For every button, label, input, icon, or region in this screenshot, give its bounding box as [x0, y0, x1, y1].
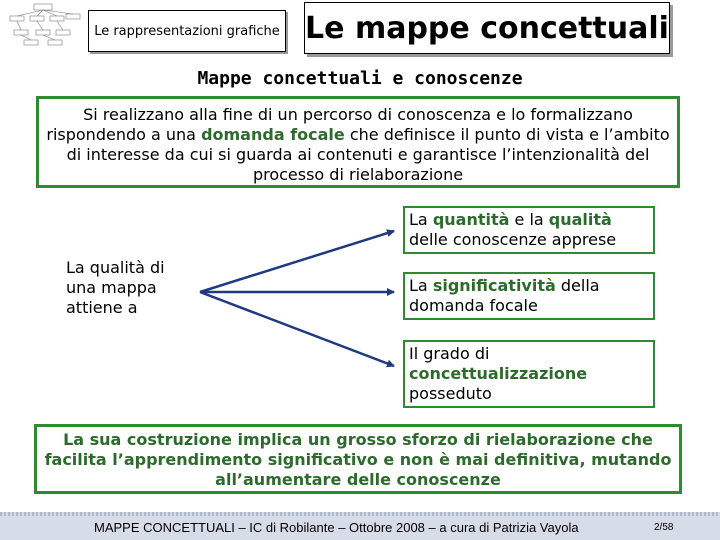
- section-tag-text: Le rappresentazioni grafiche: [94, 23, 280, 39]
- factor-2-post: della domanda focale: [409, 276, 600, 315]
- factor-box-3: [403, 340, 655, 408]
- definition-text-1: Si realizzano alla fine di un percorso di conoscenza e lo formalizzano rispondendo a una: [46, 105, 633, 144]
- footer-strip: [0, 512, 720, 516]
- definition-box: [36, 96, 680, 188]
- factor-box-1: [403, 206, 655, 254]
- footer-text: MAPPE CONCETTUALI – IC di Robilante – Ottobre 2008 – a cura di Patrizia Vayola: [94, 520, 579, 535]
- factor-3-highlight: concettualizzazione: [409, 364, 588, 383]
- factor-box-2: [403, 272, 655, 320]
- definition-highlight: domanda focale: [201, 125, 345, 144]
- factor-3-pre: Il grado di: [409, 344, 490, 363]
- factor-2-highlight: significatività: [432, 276, 556, 295]
- footer-bar: [0, 512, 720, 540]
- slide-subtitle: Mappe concettuali e conoscenze: [197, 68, 523, 89]
- factor-3-post: posseduto: [409, 384, 492, 403]
- arrow-to-factor-1: [200, 231, 394, 292]
- slide-title-box: [304, 2, 670, 54]
- conclusion-text: La sua costruzione implica un grosso sforzo di rielaborazione che facilita l’apprendimento significativo e non è mai definitiva, mutando all’aumentare delle conoscenze: [44, 430, 672, 489]
- section-tag: [88, 10, 286, 52]
- factor-1-highlight-a: quantità: [432, 210, 510, 229]
- concept-map-thumbnail-icon: [6, 2, 84, 48]
- factor-1-highlight-b: qualità: [548, 210, 612, 229]
- conclusion-box: [34, 424, 682, 494]
- factor-1-mid: e la: [509, 210, 549, 229]
- arrow-to-factor-3: [200, 292, 394, 366]
- factor-1-pre: La: [409, 210, 433, 229]
- factor-2-pre: La: [409, 276, 433, 295]
- quality-label: La qualità di una mappa attiene a: [66, 258, 165, 317]
- page-number: 2/58: [654, 522, 674, 533]
- factor-1-post: delle conoscenze apprese: [409, 230, 617, 249]
- slide-title: Le mappe concettuali: [305, 10, 669, 46]
- definition-text-2: che definisce il punto di vista e l’ambito di interesse da cui si guarda ai contenuti e garantisce l’intenzionalità del processo di rielaborazione: [66, 125, 670, 184]
